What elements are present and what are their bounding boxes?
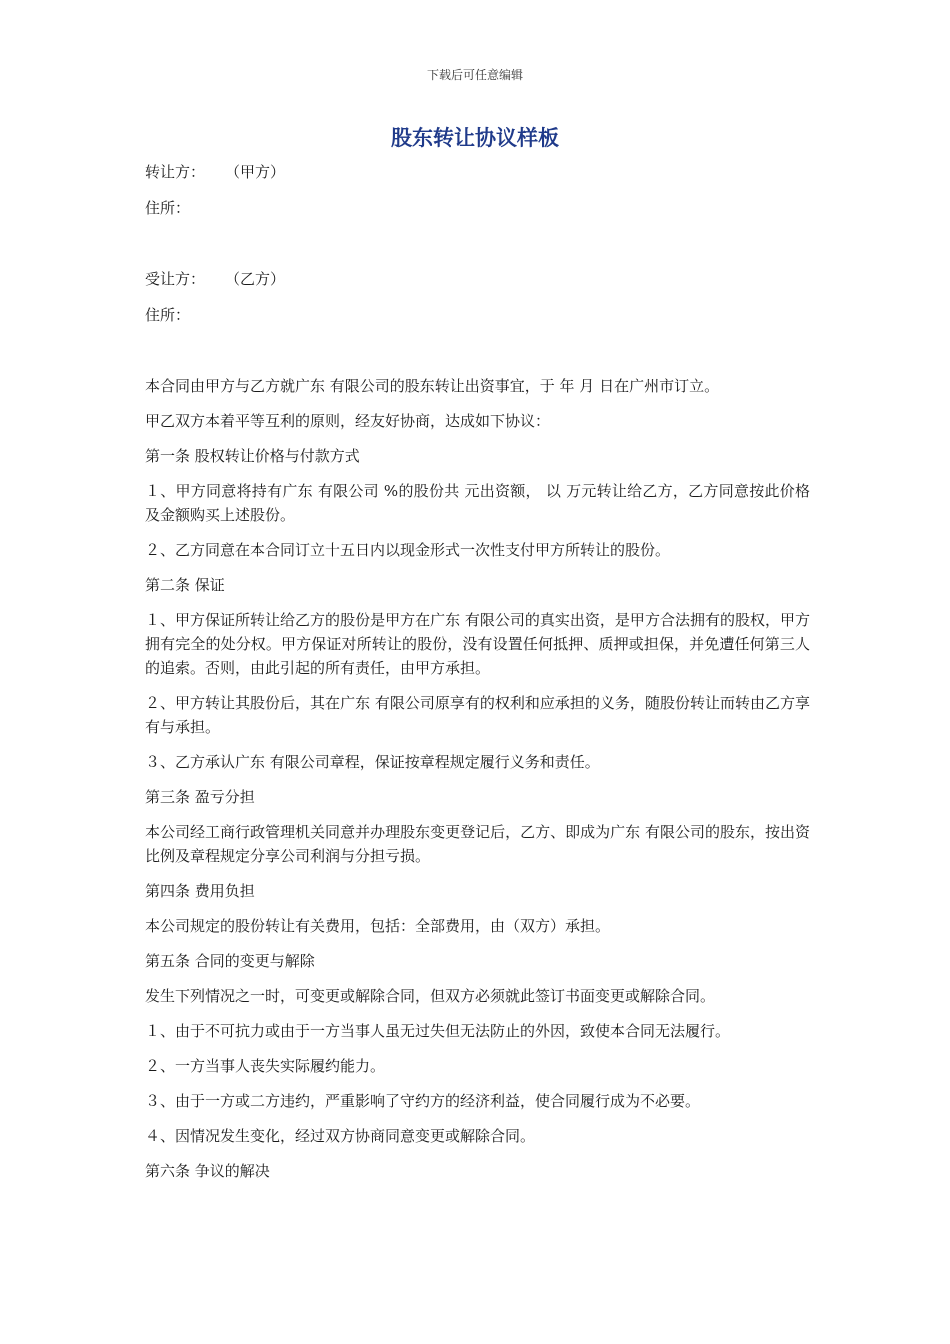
article-paragraph: 本公司规定的股份转让有关费用，包括：全部费用，由（双方）承担。 bbox=[145, 917, 611, 935]
article-paragraph: ３、由于一方或二方违约，严重影响了守约方的经济利益，使合同履行成为不必要。 bbox=[145, 1092, 701, 1110]
article-paragraph: 本公司经工商行政管理机关同意并办理股东变更登记后，乙方、即成为广东 有限公司的股东，按出资比例及章程规定分享公司利润与分担亏损。 bbox=[145, 823, 810, 865]
article-heading: 第四条 费用负担 bbox=[145, 882, 255, 900]
article-heading: 第五条 合同的变更与解除 bbox=[145, 952, 315, 970]
transferor-value: （甲方） bbox=[225, 163, 286, 181]
document-body bbox=[145, 160, 810, 1183]
article-paragraph: ３、乙方承认广东 有限公司章程，保证按章程规定履行义务和责任。 bbox=[145, 753, 600, 771]
transferor-label: 转让方： bbox=[145, 163, 206, 181]
transferee-address: 住所： bbox=[145, 306, 191, 324]
article-heading: 第二条 保证 bbox=[145, 576, 225, 594]
article-paragraph: １、甲方保证所转让给乙方的股份是甲方在广东 有限公司的真实出资，是甲方合法拥有的股权，甲方拥有完全的处分权。甲方保证对所转让的股份，没有设置任何抵押、质押或担保，并免遭任何第三人的追索。否则，由此引起的所有责任，由甲方承担。 bbox=[145, 611, 810, 677]
article-paragraph: ２、一方当事人丧失实际履约能力。 bbox=[145, 1057, 386, 1075]
article-paragraph: ４、因情况发生变化，经过双方协商同意变更或解除合同。 bbox=[145, 1127, 536, 1145]
article-paragraph: 发生下列情况之一时，可变更或解除合同，但双方必须就此签订书面变更或解除合同。 bbox=[145, 987, 716, 1005]
transferor-address: 住所： bbox=[145, 199, 191, 217]
transferee-label: 受让方： bbox=[145, 270, 206, 288]
article-paragraph: ２、乙方同意在本合同订立十五日内以现金形式一次性支付甲方所转让的股份。 bbox=[145, 541, 671, 559]
header-note: 下载后可任意编辑 bbox=[426, 68, 523, 82]
transferor-line bbox=[145, 160, 810, 184]
article-heading: 第六条 争议的解决 bbox=[145, 1162, 270, 1180]
intro-paragraph: 甲乙双方本着平等互利的原则，经友好协商，达成如下协议： bbox=[145, 412, 551, 430]
document-title: 股东转让协议样板 bbox=[391, 126, 559, 150]
article-heading: 第三条 盈亏分担 bbox=[145, 788, 255, 806]
article-heading: 第一条 股权转让价格与付款方式 bbox=[145, 447, 360, 465]
contract-content bbox=[145, 374, 810, 1183]
article-paragraph: ２、甲方转让其股份后，其在广东 有限公司原享有的权利和应承担的义务，随股份转让而转由乙方享有与承担。 bbox=[145, 694, 810, 736]
transferee-value: （乙方） bbox=[225, 270, 286, 288]
transferee-line bbox=[145, 267, 810, 291]
intro-paragraph: 本合同由甲方与乙方就广东 有限公司的股东转让出资事宜，于 年 月 日在广州市订立。 bbox=[145, 377, 720, 395]
article-paragraph: １、由于不可抗力或由于一方当事人虽无过失但无法防止的外因，致使本合同无法履行。 bbox=[145, 1022, 731, 1040]
article-paragraph: １、甲方同意将持有广东 有限公司 %的股份共 元出资额， 以 万元转让给乙方，乙方同意按此价格及金额购买上述股份。 bbox=[145, 482, 810, 524]
